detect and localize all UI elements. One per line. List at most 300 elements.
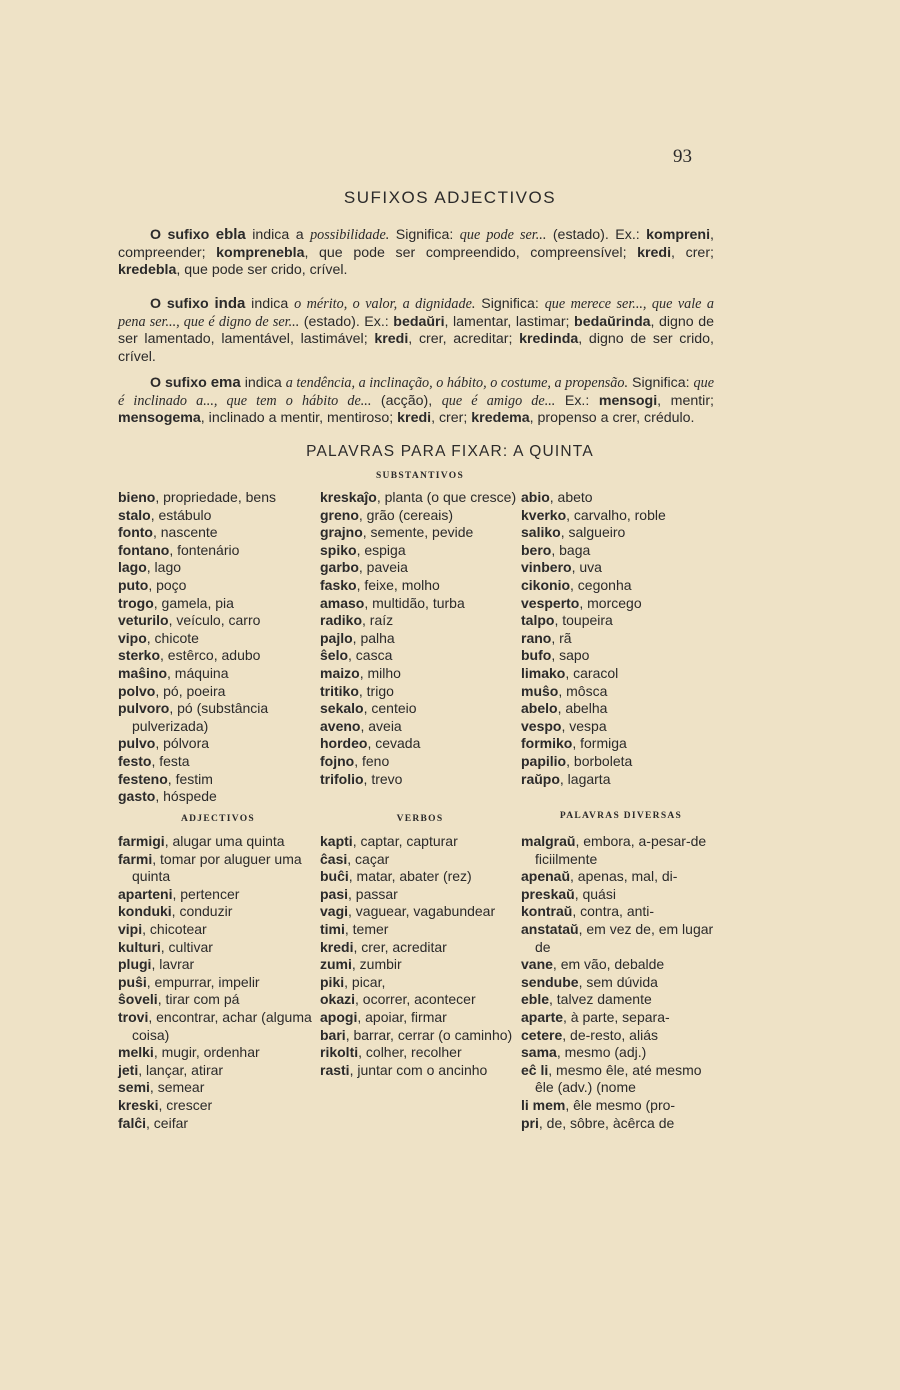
portuguese-definition: , crer, acreditar <box>353 938 447 955</box>
vocab-entry <box>320 577 520 595</box>
esperanto-word: piki <box>320 973 345 990</box>
esperanto-word: pulvo <box>118 735 156 752</box>
verbos-list <box>320 833 520 1079</box>
substantivos-col-2 <box>320 489 520 788</box>
vocab-entry <box>521 1115 721 1133</box>
portuguese-definition: , planta (o que cresce) <box>376 489 517 505</box>
esperanto-word: fojno <box>320 752 355 769</box>
portuguese-definition: , salgueiro <box>560 524 626 541</box>
portuguese-definition: , crescer <box>158 1096 213 1113</box>
body-text: , crer, acreditar; <box>408 331 520 348</box>
esperanto-word: rano <box>521 629 552 646</box>
example-term: komprenebla <box>216 244 305 261</box>
esperanto-word: gasto <box>118 788 156 805</box>
example-term: kompreni <box>646 227 711 244</box>
vocab-entry <box>521 868 721 886</box>
esperanto-word: festeno <box>118 770 168 787</box>
portuguese-definition: , alugar uma quinta <box>164 833 285 849</box>
esperanto-word: eĉ li <box>521 1061 549 1078</box>
body-text: , compreender; <box>118 227 714 261</box>
vocab-entry <box>118 665 318 683</box>
vocab-entry <box>320 939 520 957</box>
portuguese-definition: , temer <box>344 920 389 937</box>
body-text: indica a <box>245 227 311 244</box>
vocab-entry <box>521 886 721 904</box>
vocab-entry <box>521 542 721 560</box>
vocab-entry <box>521 524 721 542</box>
portuguese-definition: , contra, anti- <box>572 903 655 920</box>
esperanto-word: muŝo <box>521 682 559 699</box>
vocab-entry <box>320 630 520 648</box>
esperanto-word: apogi <box>320 1008 358 1025</box>
example-term: kredinda <box>519 331 579 348</box>
esperanto-word: falĉi <box>118 1114 147 1131</box>
esperanto-word: pulvoro <box>118 700 170 717</box>
suffix-term: inda <box>214 295 246 313</box>
vocab-entry <box>521 1027 721 1045</box>
portuguese-definition: , em vez de, em lugar de <box>535 920 714 955</box>
portuguese-definition: , feno <box>354 752 390 769</box>
vocab-entry <box>521 489 721 507</box>
esperanto-word: grajno <box>320 524 363 541</box>
esperanto-word: cetere <box>521 1026 563 1043</box>
esperanto-word: anstataŭ <box>521 920 579 937</box>
example-term: mensogi <box>598 392 658 409</box>
vocab-entry <box>320 559 520 577</box>
vocab-entry <box>320 851 520 869</box>
vocab-entry <box>521 753 721 771</box>
esperanto-word: bieno <box>118 489 156 505</box>
definition-text: o mérito, o valor, a dignidade. <box>294 296 476 313</box>
portuguese-definition: , sapo <box>551 647 590 664</box>
subhead-substantivos: SUBSTANTIVOS <box>375 471 465 481</box>
portuguese-definition: , zumbir <box>351 956 402 973</box>
esperanto-word: kreski <box>118 1096 159 1113</box>
vocab-entry <box>521 1009 721 1027</box>
esperanto-word: malgraŭ <box>521 833 576 849</box>
vocab-entry <box>320 489 520 507</box>
vocab-entry <box>118 1115 318 1133</box>
esperanto-word: vipi <box>118 920 143 937</box>
portuguese-definition: , apoiar, firmar <box>357 1008 447 1025</box>
definition-text: possibilidade. <box>310 227 390 244</box>
esperanto-word: stalo <box>118 506 151 523</box>
vocab-entry <box>521 683 721 701</box>
example-term: O sufixo <box>150 375 211 392</box>
portuguese-definition: , caçar <box>347 850 390 867</box>
esperanto-word: vipo <box>118 629 147 646</box>
portuguese-definition: , abelha <box>557 700 608 717</box>
esperanto-word: eble <box>521 991 550 1008</box>
esperanto-word: sekalo <box>320 700 364 717</box>
esperanto-word: saliko <box>521 524 561 541</box>
vocab-entry <box>320 833 520 851</box>
portuguese-definition: , lago <box>146 559 182 576</box>
portuguese-definition: , fontenário <box>169 541 240 558</box>
esperanto-word: aparte <box>521 1008 564 1025</box>
example-term: kredebla <box>118 262 177 279</box>
vocab-entry <box>320 735 520 753</box>
portuguese-definition: , semear <box>149 1079 205 1096</box>
example-term: kredi <box>637 244 672 261</box>
body-text: Ex.: <box>555 392 599 409</box>
vocab-entry <box>320 771 520 789</box>
example-term: bedaŭrinda <box>574 313 651 330</box>
esperanto-word: polvo <box>118 682 156 699</box>
vocab-entry <box>521 735 721 753</box>
vocab-entry <box>118 542 318 560</box>
esperanto-word: festo <box>118 752 152 769</box>
esperanto-word: fontano <box>118 541 170 558</box>
esperanto-word: jeti <box>118 1061 139 1078</box>
esperanto-word: kapti <box>320 833 353 849</box>
vocab-entry <box>320 683 520 701</box>
vocab-entry <box>320 753 520 771</box>
portuguese-definition: , casca <box>348 647 393 664</box>
esperanto-word: sterko <box>118 647 161 664</box>
portuguese-definition: , pó, poeira <box>155 682 226 699</box>
portuguese-definition: , ceifar <box>146 1114 189 1131</box>
portuguese-definition: , multidão, turba <box>364 594 465 611</box>
vocab-entry <box>521 630 721 648</box>
esperanto-word: plugi <box>118 956 152 973</box>
esperanto-word: semi <box>118 1079 150 1096</box>
vocab-entry <box>521 700 721 718</box>
vocab-entry <box>320 991 520 1009</box>
vocab-entry <box>320 1044 520 1062</box>
portuguese-definition: , nascente <box>152 524 218 541</box>
esperanto-word: amaso <box>320 594 365 611</box>
paragraph-ebla <box>118 226 714 280</box>
esperanto-word: kontraŭ <box>521 903 573 920</box>
body-text: , digno de ser crido, crível. <box>118 331 714 365</box>
portuguese-definition: , trigo <box>358 682 394 699</box>
portuguese-definition: , colher, recolher <box>358 1044 462 1061</box>
vocab-entry <box>320 542 520 560</box>
portuguese-definition: , mugir, ordenhar <box>153 1044 260 1061</box>
vocab-entry <box>118 683 318 701</box>
vocab-entry <box>118 507 318 525</box>
body-text: Significa: <box>628 375 694 392</box>
esperanto-word: aveno <box>320 717 361 734</box>
page-number: 93 <box>673 146 692 167</box>
vocab-entry <box>118 735 318 753</box>
portuguese-definition: , chicote <box>146 629 199 646</box>
portuguese-definition: , cegonha <box>570 576 632 593</box>
esperanto-word: buĉi <box>320 868 349 885</box>
portuguese-definition: , toupeira <box>554 612 613 629</box>
esperanto-word: zumi <box>320 956 352 973</box>
vocab-entry <box>521 718 721 736</box>
definition-text: que é amigo de... <box>441 392 556 409</box>
vocab-entry <box>320 665 520 683</box>
esperanto-word: pasi <box>320 885 349 902</box>
portuguese-definition: , hóspede <box>155 788 217 805</box>
portuguese-definition: , tomar por aluguer uma quinta <box>132 850 302 885</box>
vocab-entry <box>521 612 721 630</box>
example-term: O sufixo <box>150 227 216 244</box>
esperanto-word: fasko <box>320 576 357 593</box>
vocab-entry <box>521 974 721 992</box>
esperanto-word: fonto <box>118 524 153 541</box>
portuguese-definition: , estábulo <box>150 506 212 523</box>
vocab-entry <box>118 753 318 771</box>
vocab-entry <box>320 507 520 525</box>
esperanto-word: vesperto <box>521 594 580 611</box>
portuguese-definition: , formiga <box>572 735 627 752</box>
portuguese-definition: , captar, capturar <box>352 833 458 849</box>
vocab-entry <box>320 974 520 992</box>
esperanto-word: sendube <box>521 973 579 990</box>
esperanto-word: preskaŭ <box>521 885 575 902</box>
vocab-entry <box>118 1062 318 1080</box>
example-term: kredi <box>397 410 432 427</box>
portuguese-definition: , passar <box>348 885 398 902</box>
vocab-entry <box>320 524 520 542</box>
esperanto-word: ĉasi <box>320 850 348 867</box>
esperanto-word: farmigi <box>118 833 165 849</box>
portuguese-definition: , raíz <box>362 612 394 629</box>
portuguese-definition: , gamela, pia <box>153 594 234 611</box>
body-text: , mentir; <box>657 392 714 409</box>
vocab-entry <box>320 1062 520 1080</box>
diversas-list <box>521 833 721 1132</box>
esperanto-word: greno <box>320 506 359 523</box>
definition-text: que pode ser... <box>459 227 547 244</box>
vocab-entry <box>118 788 318 806</box>
esperanto-word: lago <box>118 559 147 576</box>
portuguese-definition: , estêrco, adubo <box>160 647 261 664</box>
esperanto-word: hordeo <box>320 735 368 752</box>
vocab-entry <box>118 559 318 577</box>
portuguese-definition: , talvez damente <box>549 991 652 1008</box>
vocab-entry <box>118 612 318 630</box>
esperanto-word: radiko <box>320 612 363 629</box>
esperanto-word: puŝi <box>118 973 147 990</box>
portuguese-definition: , paveia <box>358 559 408 576</box>
vocab-entry <box>320 868 520 886</box>
vocab-entry <box>118 886 318 904</box>
portuguese-definition: , baga <box>551 541 591 558</box>
vocab-entry <box>118 771 318 789</box>
portuguese-definition: , juntar com o ancinho <box>349 1061 488 1078</box>
body-text: Significa: <box>475 296 545 313</box>
vocab-entry <box>521 577 721 595</box>
definition-text: que merece ser..., que vale a pena ser..., que é digno de ser... <box>118 296 715 330</box>
portuguese-definition: , lançar, atirar <box>138 1061 224 1078</box>
portuguese-definition: , encontrar, achar (alguma coisa) <box>132 1008 312 1043</box>
portuguese-definition: , morcego <box>579 594 642 611</box>
vocab-entry <box>320 595 520 613</box>
esperanto-word: trifolio <box>320 770 364 787</box>
esperanto-word: timi <box>320 920 345 937</box>
vocab-entry <box>118 991 318 1009</box>
portuguese-definition: , feixe, molho <box>356 576 440 593</box>
portuguese-definition: , vaguear, vagabundear <box>348 903 496 920</box>
vocab-entry <box>118 1097 318 1115</box>
vocab-entry <box>118 903 318 921</box>
body-text: Significa: <box>389 227 460 244</box>
vocab-entry <box>320 1027 520 1045</box>
esperanto-word: maŝino <box>118 664 168 681</box>
vocab-entry <box>521 771 721 789</box>
esperanto-word: okazi <box>320 991 356 1008</box>
esperanto-word: tritiko <box>320 682 359 699</box>
portuguese-definition: , mesmo êle, até mesmo êle (adv.) (nome <box>535 1061 702 1096</box>
portuguese-definition: , pólvora <box>155 735 210 752</box>
portuguese-definition: , lavrar <box>151 956 195 973</box>
portuguese-definition: , barrar, cerrar (o caminho) <box>345 1026 513 1043</box>
esperanto-word: papilio <box>521 752 567 769</box>
subhead-diversas: PALAVRAS DIVERSAS <box>559 811 683 821</box>
portuguese-definition: , pó (substância pulverizada) <box>132 700 269 734</box>
portuguese-definition: , môsca <box>558 682 608 699</box>
esperanto-word: pri <box>521 1114 539 1131</box>
vocab-entry <box>521 1044 721 1062</box>
portuguese-definition: , conduzir <box>171 903 233 920</box>
esperanto-word: li mem <box>521 1096 566 1113</box>
paragraph-inda <box>118 295 714 366</box>
body-text: (acção), <box>371 392 442 409</box>
esperanto-word: puto <box>118 576 149 593</box>
vocab-entry <box>521 833 721 868</box>
esperanto-word: abio <box>521 489 550 505</box>
portuguese-definition: , apenas, mal, di- <box>570 868 678 885</box>
body-text: indica <box>245 296 295 313</box>
vocab-entry <box>118 647 318 665</box>
subhead-adjectivos: ADJECTIVOS <box>180 814 256 824</box>
esperanto-word: sama <box>521 1044 557 1061</box>
portuguese-definition: , palha <box>352 629 395 646</box>
body-text: , inclinado a mentir, mentiroso; <box>200 410 398 427</box>
esperanto-word: vinbero <box>521 559 572 576</box>
esperanto-word: melki <box>118 1044 154 1061</box>
example-term: kredi <box>374 331 409 348</box>
vocab-entry <box>118 630 318 648</box>
portuguese-definition: , de-resto, aliás <box>562 1026 658 1043</box>
portuguese-definition: , mesmo (adj.) <box>556 1044 647 1061</box>
esperanto-word: garbo <box>320 559 359 576</box>
esperanto-word: ŝelo <box>320 647 349 664</box>
esperanto-word: limako <box>521 664 566 681</box>
vocab-entry <box>320 700 520 718</box>
portuguese-definition: , abeto <box>549 489 593 505</box>
body-text: , que pode ser crido, crível. <box>176 262 348 279</box>
suffix-term: ema <box>210 374 241 392</box>
vocab-entry <box>320 1009 520 1027</box>
body-text: , que pode ser compreendido, compreensível; <box>304 244 638 261</box>
substantivos-col-1 <box>118 489 318 806</box>
esperanto-word: raŭpo <box>521 770 560 787</box>
vocab-entry <box>118 524 318 542</box>
vocab-entry <box>118 1009 318 1044</box>
portuguese-definition: , cevada <box>367 735 421 752</box>
portuguese-definition: , uva <box>571 559 602 576</box>
body-text: , digno de ser lamentado, lamentável, lastimável; <box>118 313 714 348</box>
portuguese-definition: , festa <box>151 752 190 769</box>
portuguese-definition: , propriedade, bens <box>155 489 276 505</box>
esperanto-word: kulturi <box>118 938 161 955</box>
esperanto-word: maizo <box>320 664 360 681</box>
definition-text: que é inclinado a..., que tem o hábito de... <box>118 375 715 409</box>
body-text: (estado). Ex.: <box>546 227 647 244</box>
portuguese-definition: , pertencer <box>172 885 240 902</box>
vocab-entry <box>118 939 318 957</box>
suffix-term: ebla <box>215 226 246 244</box>
vocab-entry <box>118 833 318 851</box>
vocab-entry <box>320 647 520 665</box>
esperanto-word: bari <box>320 1026 346 1043</box>
vocab-entry <box>118 489 318 507</box>
body-text: (estado). Ex.: <box>299 313 394 330</box>
vocab-entry <box>521 647 721 665</box>
portuguese-definition: , tirar com pá <box>157 991 240 1008</box>
portuguese-definition: , grão (cereais) <box>358 506 454 523</box>
vocab-entry <box>521 1097 721 1115</box>
esperanto-word: kreskaĵo <box>320 489 377 505</box>
vocab-entry <box>521 595 721 613</box>
portuguese-definition: , chicotear <box>142 920 207 937</box>
vocab-entry <box>521 903 721 921</box>
body-text: , crer; <box>671 244 714 261</box>
vocab-entry <box>320 956 520 974</box>
portuguese-definition: , quási <box>574 885 616 902</box>
vocab-entry <box>521 991 721 1009</box>
vocab-heading: PALAVRAS PARA FIXAR: A QUINTA <box>306 443 594 460</box>
vocab-entry <box>320 886 520 904</box>
vocab-entry <box>521 507 721 525</box>
portuguese-definition: , milho <box>359 664 401 681</box>
portuguese-definition: , caracol <box>565 664 619 681</box>
esperanto-word: abelo <box>521 700 558 717</box>
portuguese-definition: , festim <box>167 770 213 787</box>
esperanto-word: formiko <box>521 735 573 752</box>
esperanto-word: cikonio <box>521 576 571 593</box>
example-term: bedaŭri <box>393 313 445 330</box>
vocab-entry <box>118 577 318 595</box>
esperanto-word: vagi <box>320 903 349 920</box>
adjectivos-list <box>118 833 318 1132</box>
vocab-entry <box>320 903 520 921</box>
portuguese-definition: , ocorrer, acontecer <box>355 991 476 1008</box>
vocab-entry <box>521 921 721 956</box>
esperanto-word: kredi <box>320 938 354 955</box>
portuguese-definition: , lagarta <box>559 770 611 787</box>
esperanto-word: trovi <box>118 1008 149 1025</box>
esperanto-word: bero <box>521 541 552 558</box>
portuguese-definition: , picar, <box>344 973 386 990</box>
vocab-entry <box>320 718 520 736</box>
body-text: , propenso a crer, crédulo. <box>529 410 695 427</box>
example-term: kredema <box>471 410 530 427</box>
portuguese-definition: , borboleta <box>566 752 633 769</box>
esperanto-word: apenaŭ <box>521 868 571 885</box>
esperanto-word: kverko <box>521 506 567 523</box>
portuguese-definition: , centeio <box>363 700 417 717</box>
body-text: , crer; <box>431 410 472 427</box>
esperanto-word: konduki <box>118 903 172 920</box>
vocab-entry <box>118 595 318 613</box>
portuguese-definition: , êle mesmo (pro- <box>565 1096 676 1113</box>
vocab-entry <box>118 1044 318 1062</box>
esperanto-word: vane <box>521 956 553 973</box>
vocab-entry <box>521 1062 721 1097</box>
portuguese-definition: , veículo, carro <box>168 612 261 629</box>
portuguese-definition: , poço <box>148 576 187 593</box>
definition-text: a tendência, a inclinação, o hábito, o costume, a propensão. <box>285 375 629 392</box>
esperanto-word: rikolti <box>320 1044 359 1061</box>
esperanto-word: pajlo <box>320 629 353 646</box>
